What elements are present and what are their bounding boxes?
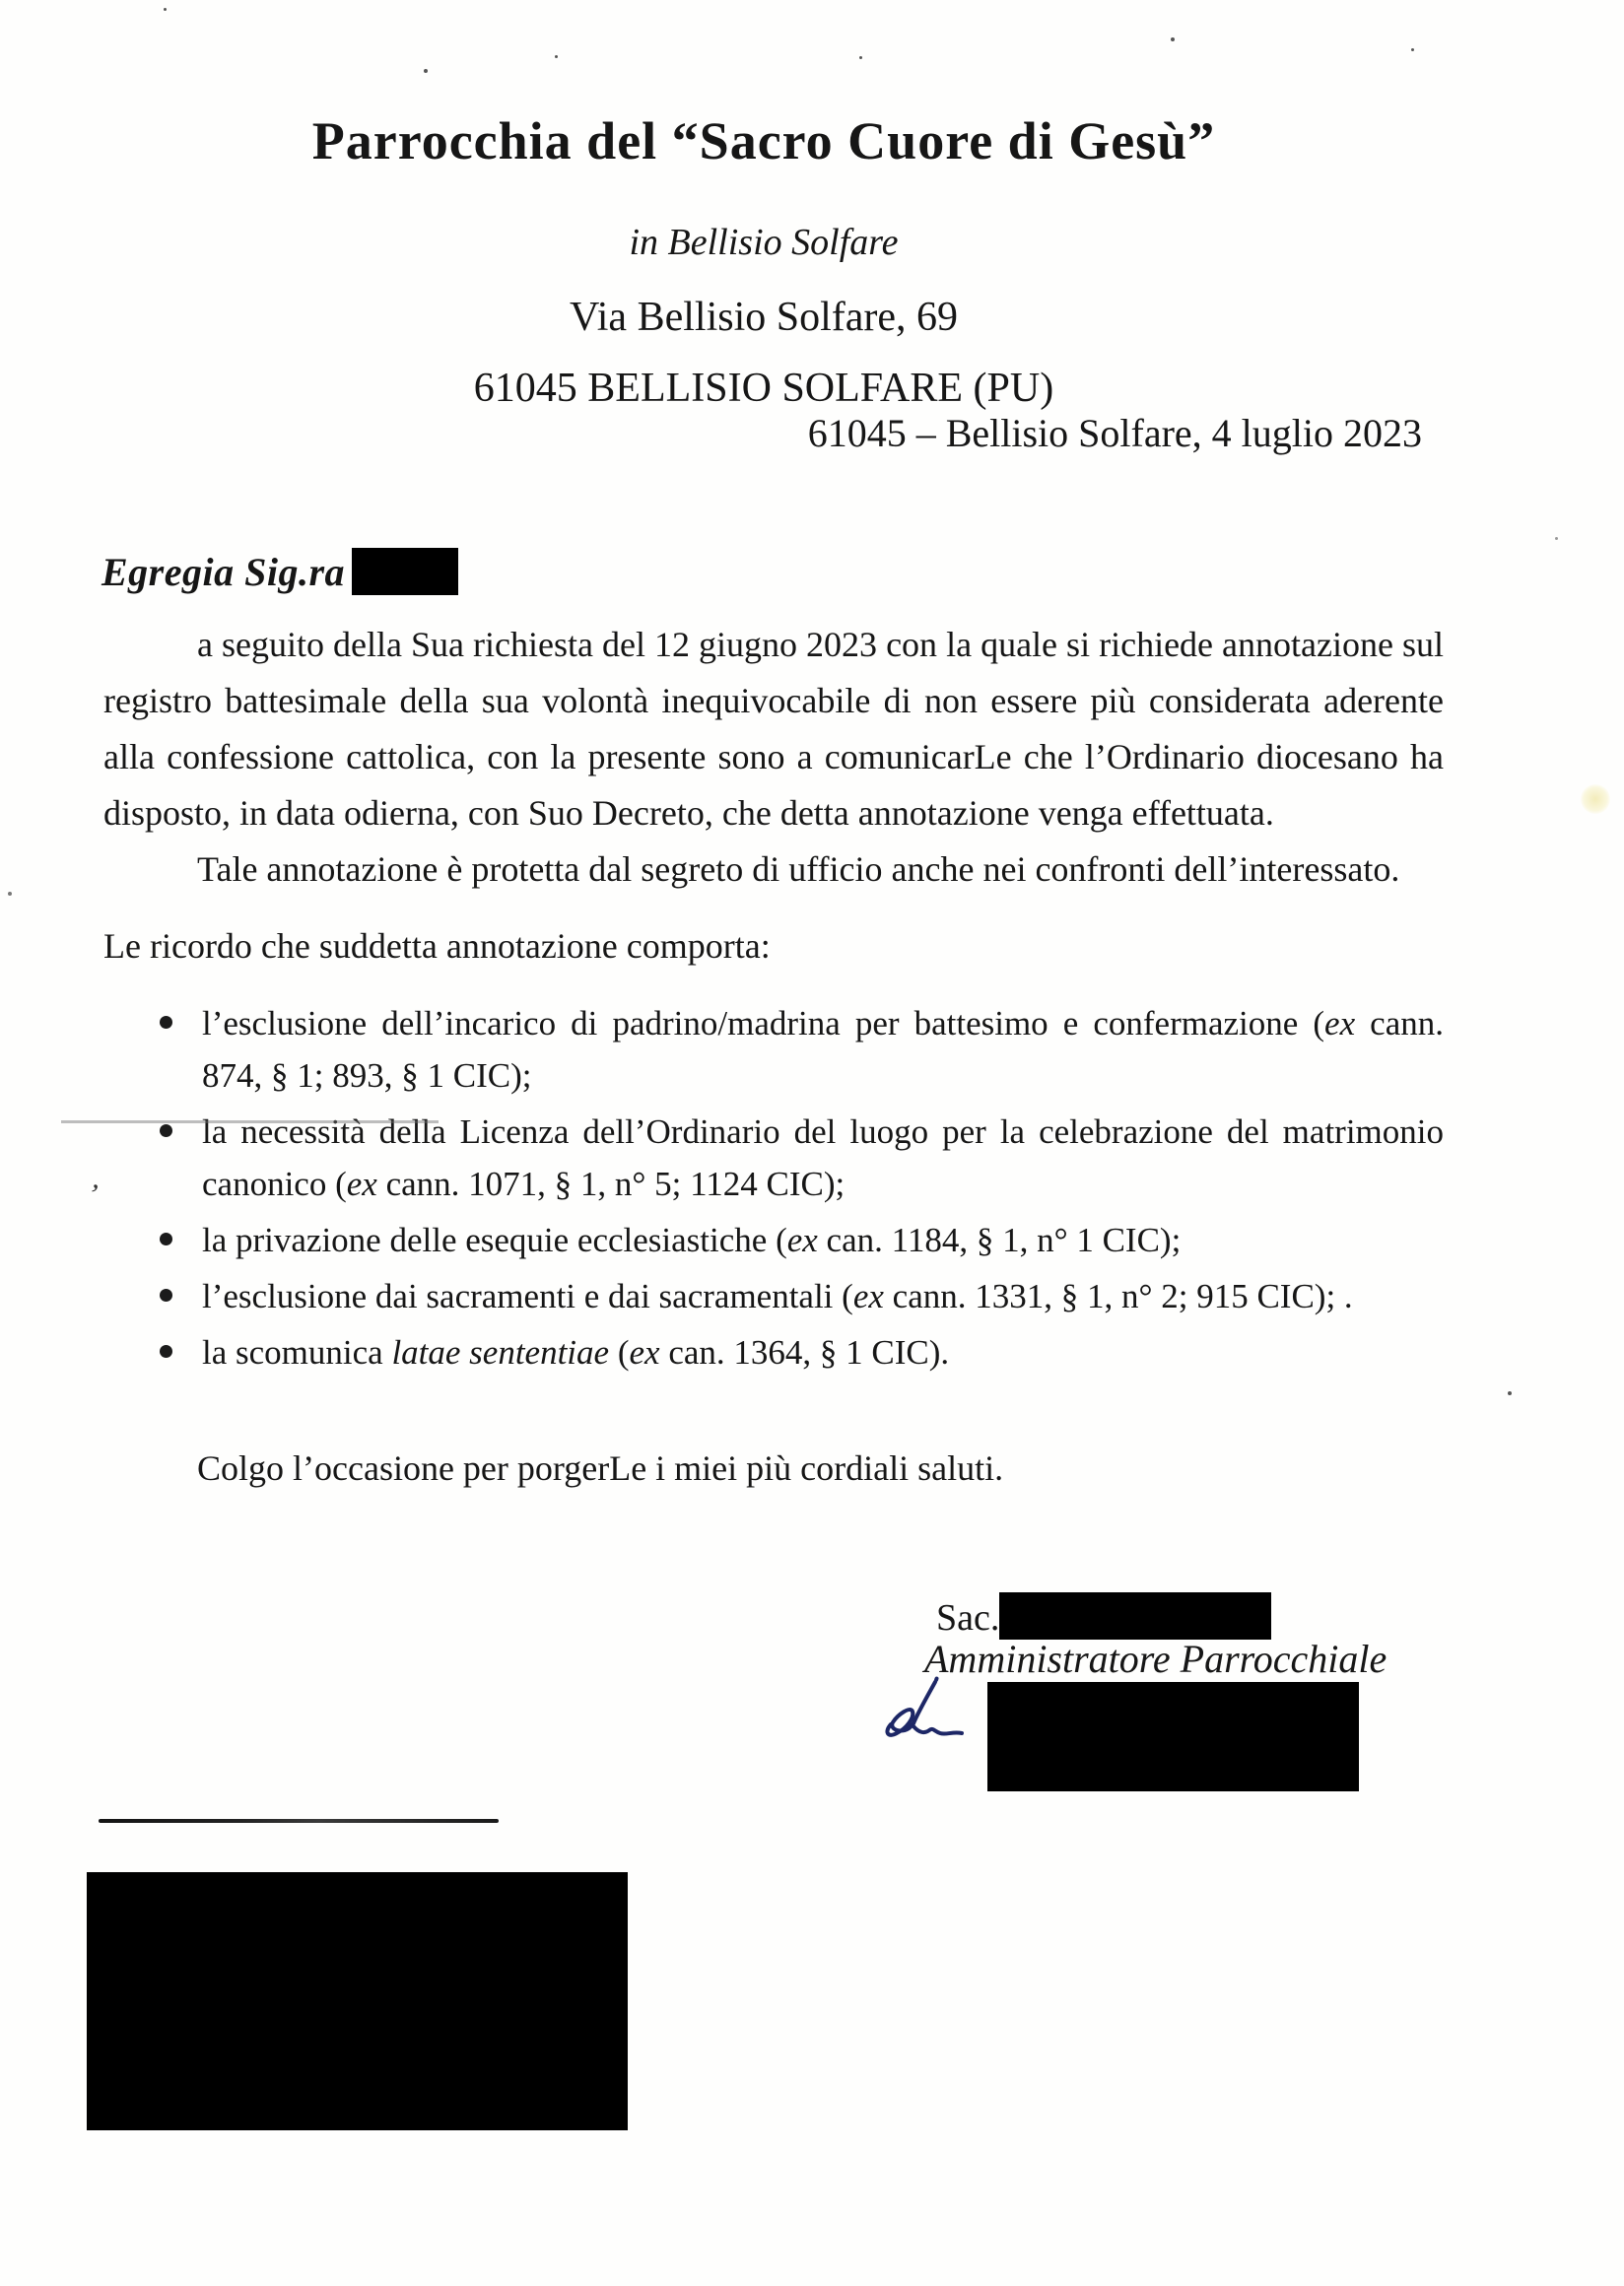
bullet-icon [160, 1289, 172, 1302]
footer-separator-line [99, 1819, 499, 1823]
scan-speck [164, 8, 167, 11]
list-item-text-italic: ex [346, 1165, 377, 1203]
redaction-priest-name [999, 1592, 1271, 1640]
bullet-icon [160, 1124, 172, 1137]
scan-artifact-line [61, 1120, 439, 1123]
list-item [158, 1326, 1444, 1378]
list-item-text: la necessità della Licenza dell’Ordinario del luogo per la celebrazione del matrimonio canonico ( [202, 1112, 1444, 1203]
bullet-icon [160, 1016, 172, 1029]
parish-location: in Bellisio Solfare [629, 222, 899, 263]
letterhead [0, 0, 1527, 434]
parish-street: Via Bellisio Solfare, 69 [569, 295, 959, 340]
parish-city: 61045 BELLISIO SOLFARE (PU) [473, 366, 1054, 411]
list-item-text: can. 1364, § 1 CIC). [659, 1333, 950, 1372]
list-item-text-italic: ex [852, 1277, 884, 1315]
scan-speck [424, 69, 428, 73]
list-item-text: cann. 1331, § 1, n° 2; 915 CIC); . [883, 1277, 1353, 1315]
closing-line: Colgo l’occasione per porgerLe i miei più cordiali saluti. [197, 1448, 1004, 1488]
scan-stray-mark: ’ [85, 1177, 102, 1212]
list-item-text-italic: ex [1324, 1004, 1356, 1042]
parish-name: Parrocchia del “Sacro Cuore di Gesù” [311, 111, 1216, 170]
list-item [158, 1214, 1444, 1266]
list-item-text: ( [609, 1333, 630, 1372]
list-item [158, 1270, 1444, 1322]
dateline: 61045 – Bellisio Solfare, 4 luglio 2023 [807, 411, 1422, 455]
paragraph-secrecy: Tale annotazione è protetta dal segreto di ufficio anche nei confronti dell’interessato. [197, 849, 1400, 889]
list-item-text: l’esclusione dell’incarico di padrino/madrina per battesimo e confermazione ( [202, 1004, 1325, 1042]
salutation-text: Egregia Sig.ra [102, 549, 346, 594]
list-item-text-italic: ex [629, 1333, 660, 1372]
list-item-text: can. 1184, § 1, n° 1 CIC); [817, 1221, 1182, 1259]
list-item-text: la privazione delle esequie ecclesiastiche ( [202, 1221, 787, 1259]
signature-role: Amministratore Parrocchiale [924, 1637, 1387, 1681]
handwritten-signature [881, 1671, 970, 1750]
scan-speck [1555, 537, 1558, 540]
list-item [158, 997, 1444, 1102]
scan-speck [555, 55, 558, 58]
salutation-row [102, 548, 458, 595]
scan-speck [1171, 37, 1175, 41]
redaction-recipient-name [352, 548, 458, 595]
paragraph-list-intro: Le ricordo che suddetta annotazione comporta: [103, 926, 771, 966]
list-item-text: cann. 874, § 1; 893, § 1 CIC); [202, 1004, 1444, 1095]
list-item-text: l’esclusione dai sacramenti e dai sacramentali ( [202, 1277, 853, 1315]
scan-speck [8, 892, 12, 896]
consequences-list [158, 997, 1444, 1382]
scan-speck [1411, 48, 1414, 51]
redaction-footer-block [87, 1872, 628, 2130]
scan-smudge [1581, 784, 1610, 814]
list-item-text-italic: latae sententiae [391, 1333, 610, 1372]
signature-prefix: Sac. [936, 1597, 1000, 1639]
bullet-icon [160, 1345, 172, 1358]
bullet-icon [160, 1233, 172, 1245]
redaction-signature-area [987, 1682, 1359, 1791]
list-item-text: cann. 1071, § 1, n° 5; 1124 CIC); [376, 1165, 846, 1203]
paragraph-request: a seguito della Sua richiesta del 12 giugno 2023 con la quale si richiede annotazione sul registro battesimale della sua volontà inequivocabile di non essere più considerata aderente alla confessione cattolica, con la presente sono a comunicarLe che l’Ordinario diocesano ha disposto, in data odierna, con Suo Decreto, che detta annotazione venga effettuata. [103, 625, 1444, 833]
scan-speck [859, 56, 862, 59]
list-item-text-italic: ex [786, 1221, 818, 1259]
list-item-text: la scomunica [202, 1333, 392, 1372]
scan-speck [1508, 1391, 1512, 1395]
